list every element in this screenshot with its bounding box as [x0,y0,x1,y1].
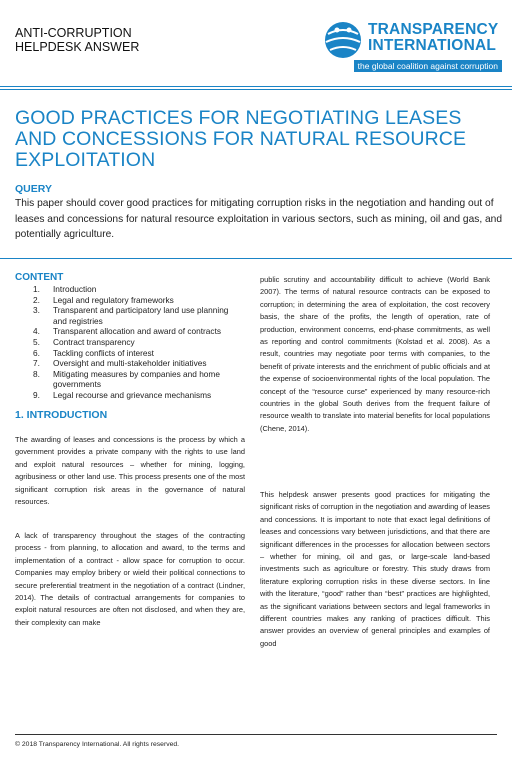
table-of-contents [33,284,243,401]
toc-label: Oversight and multi-stakeholder initiatives [53,358,207,369]
toc-label: Legal recourse and grievance mechanisms [53,389,212,400]
logo-line2: INTERNATIONAL [368,37,497,54]
toc-item [33,390,243,401]
toc-item [33,326,243,337]
content-heading: CONTENT [15,272,64,283]
toc-item [33,348,243,359]
toc-label: Transparent and participatory land use planning and registries [53,305,229,326]
toc-number: 3. [33,305,40,316]
toc-item [33,369,243,390]
toc-number: 7. [33,358,40,369]
toc-item [33,358,243,369]
introduction-heading: 1. INTRODUCTION [15,409,108,421]
logo-tagline: the global coalition against corruption [354,60,502,72]
footer-rule [15,734,497,735]
toc-label: Transparent allocation and award of contracts [53,326,222,337]
query-heading: QUERY [15,183,52,195]
toc-number: 1. [33,284,40,294]
query-text: This paper should cover good practices for mitigating corruption risks in the negotiation and handing out of leases and concessions for natural resource exploitation in various sectors, such as mining, oil and gas, and potentially agriculture. [15,198,503,240]
helpdesk-label-line1: ANTI-CORRUPTION [15,26,132,40]
globe-figures-icon [322,20,364,60]
section-divider [0,258,512,259]
toc-label: Legal and regulatory frameworks [53,294,174,305]
toc-item [33,284,243,295]
page-title: GOOD PRACTICES FOR NEGOTIATING LEASES AND CONCESSIONS FOR NATURAL RESOURCE EXPLOITATION [15,107,467,171]
intro-paragraph-4: This helpdesk answer presents good practices for mitigating the significant risks of corruption in the negotiation and awarding of leases and concessions. It is important to note that exact legal definitions of leases and concessions vary between jurisdictions, and that there are significant differences in the processes for allocation between sectors – whether for mining, oil and gas, or large-scale land-based investments such as agriculture or forestry. This study draws from literature exploring corruption risks in these diverse sectors. In line with the literature, “good” rather than “best” practices are highlighted, as the significant variations between sectors and legal frameworks in different countries makes any ranking of practices difficult. This answer provides an overview of general principles and examples of good [260,490,490,648]
intro-paragraph-3: public scrutiny and accountability difficult to achieve (World Bank 2007). The terms of natural resource contracts can be exposed to corruption; in determining the area of exploitation, the cost recovery basis, the share of the profits, the length of operation, rate of production, environment concerns, end-phase commitments, as well as reporting and control commitments (Kolstad et al. 2008). As a result, countries may negotiate poor terms with companies, to the benefit of private interests and the enrichment of public officials and at the expense of socioenvironmental rights of the local population. The concept of the “resource curse” experienced by many resource-rich countries in the global South derives from the frequent failure of resource wealth to translate into material benefits for local populations (Chene, 2014). [260,275,490,433]
logo-line1: TRANSPARENCY [368,21,499,38]
header-rule-bottom [0,89,512,90]
toc-label: Contract transparency [53,336,135,347]
toc-number: 9. [33,389,40,400]
toc-label: Mitigating measures by companies and home governments [53,368,220,390]
copyright-footer: © 2018 Transparency International. All rights reserved. [15,741,180,748]
toc-item [33,305,243,326]
ti-logo [322,20,502,76]
toc-number: 8. [33,368,40,379]
intro-paragraph-1: The awarding of leases and concessions is the process by which a government provides a private company with the rights to use land and exploit natural resources – whether for mining, logging, agribusiness or other land use. This process presents one of the most significant corruption risk areas in the governance of natural resources. [15,435,245,507]
toc-label: Introduction [53,284,97,294]
helpdesk-label [15,26,139,54]
header-rule-top [0,86,512,87]
toc-number: 4. [33,326,40,337]
toc-item [33,295,243,306]
toc-label: Tackling conflicts of interest [53,347,154,358]
intro-paragraph-2: A lack of transparency throughout the stages of the contracting process - from planning, to allocation and award, to the terms and implementation of a contract - allow space for corruption to occur. Companies may employ bribery or wield their political connections to secure preferential treatment in the negotiation of a contract (Lindner, 2014). The details of contractual arrangements for companies to exploit natural resources are often not disclosed, and when they are, their complexity can make [15,531,245,627]
toc-item [33,337,243,348]
toc-number: 5. [33,336,40,347]
toc-number: 2. [33,294,40,305]
toc-number: 6. [33,347,40,358]
helpdesk-label-line2: HELPDESK ANSWER [15,40,140,54]
logo-wordmark [368,22,498,54]
